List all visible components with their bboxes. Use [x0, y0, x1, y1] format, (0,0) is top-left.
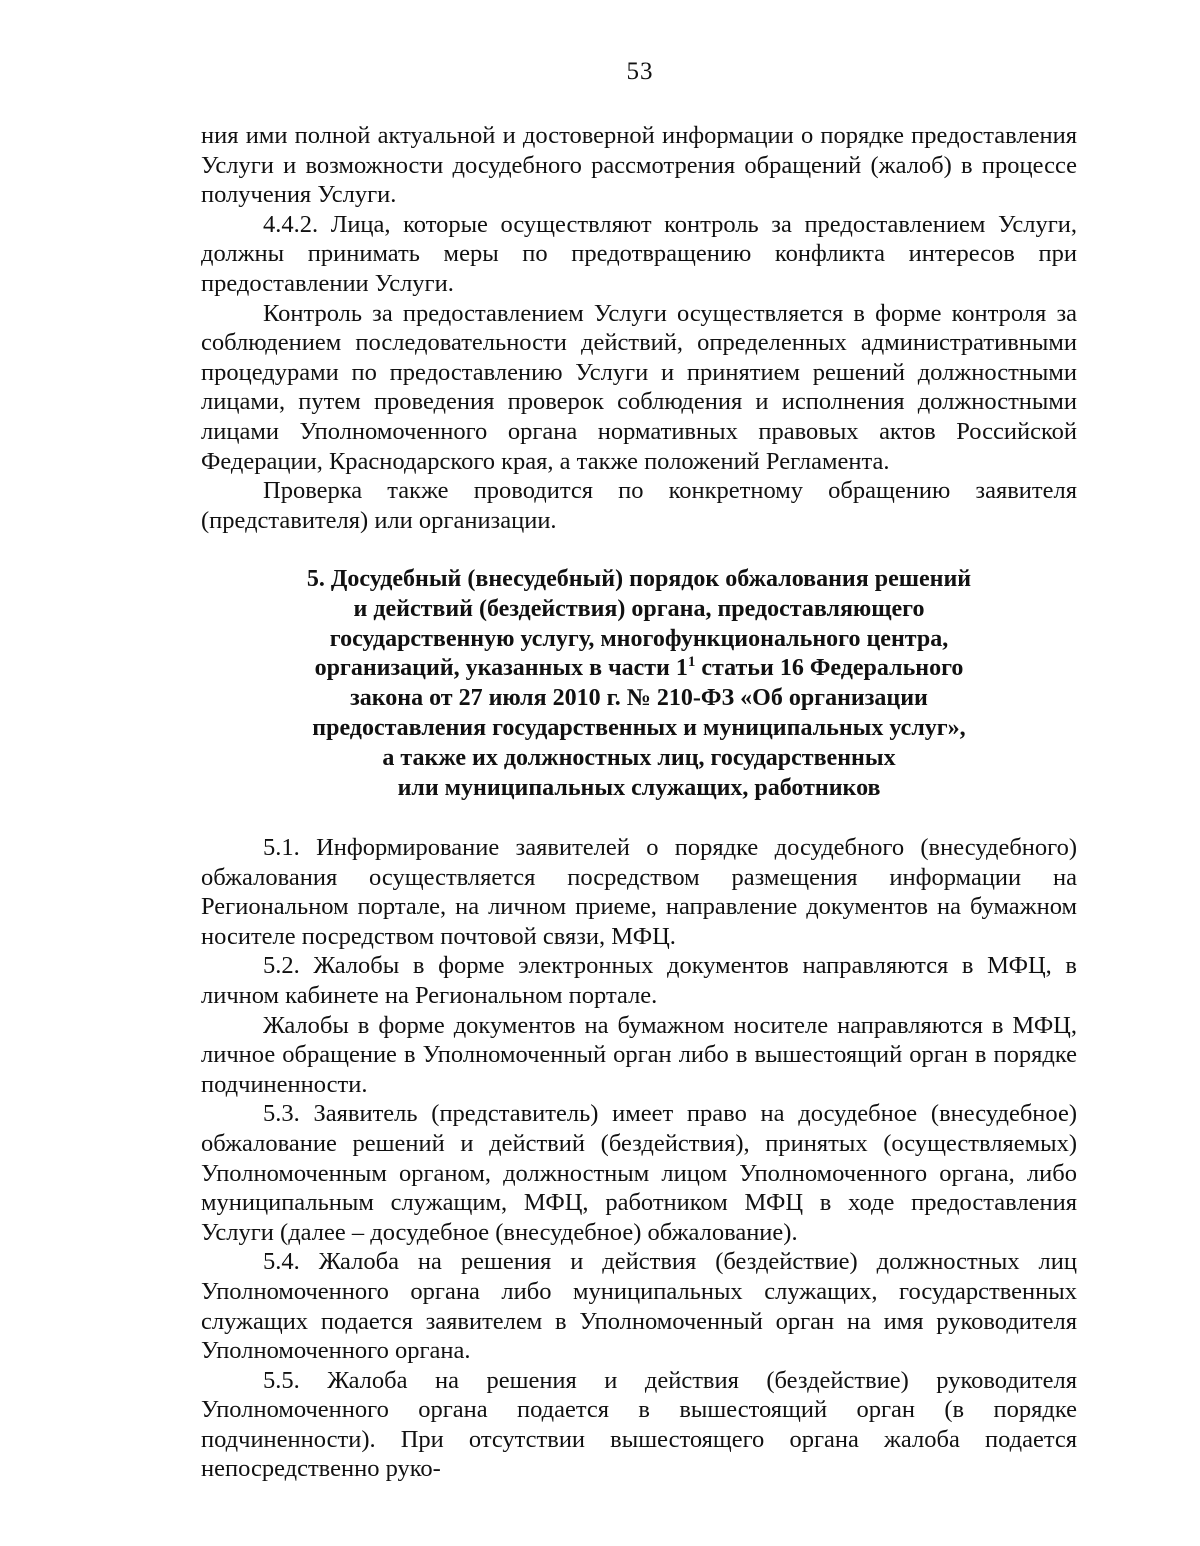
heading-text: организаций, указанных в части 1 [314, 655, 688, 682]
heading-line: или муниципальных служащих, работников [397, 774, 881, 801]
paragraph-5-5: 5.5. Жалоба на решения и действия (бездействие) руководителя Уполномоченного органа подается в вышестоящий орган (в порядке подчиненности). При отсутствии вышестоящего органа жалоба подается непосредственно руко- [201, 1366, 1077, 1483]
paragraph-5-2: 5.2. Жалобы в форме электронных документов направляются в МФЦ, в личном кабинете на Региональном портале. [201, 952, 1077, 1009]
section-5-text [201, 833, 1077, 1484]
heading-line: и действий (бездействия) органа, предоставляющего [353, 595, 925, 622]
page-number: 53 [626, 58, 654, 85]
superscript: 1 [687, 654, 696, 671]
paragraph-continuation: ния ими полной актуальной и достоверной информации о порядке предоставления Услуги и возможности досудебного рассмотрения обращений (жалоб) в процессе получения Услуги. [201, 122, 1077, 209]
paragraph-paper-complaints: Жалобы в форме документов на бумажном носителе направляются в МФЦ, личное обращение в Уполномоченный орган либо в вышестоящий орган в порядке подчиненности. [201, 1011, 1077, 1098]
heading-line: а также их должностных лиц, государственных [382, 744, 896, 771]
heading-line [201, 654, 1077, 684]
paragraph-5-4: 5.4. Жалоба на решения и действия (бездействие) должностных лиц Уполномоченного органа либо муниципальных служащих, государственных служащих подается заявителем в Уполномоченный орган на имя руководителя Уполномоченного органа. [201, 1248, 1077, 1365]
heading-line: государственную услугу, многофункционального центра, [329, 625, 949, 652]
paragraph-4-4-2: 4.4.2. Лица, которые осуществляют контроль за предоставлением Услуги, должны принимать меры по предотвращению конфликта интересов при предоставлении Услуги. [201, 210, 1077, 297]
heading-line: закона от 27 июля 2010 г. № 210-ФЗ «Об организации [350, 685, 928, 712]
section-4-text [201, 121, 1077, 535]
section-5-heading [201, 565, 1077, 803]
paragraph-inspection: Проверка также проводится по конкретному обращению заявителя (представителя) или организации. [201, 477, 1077, 534]
paragraph-5-1: 5.1. Информирование заявителей о порядке досудебного (внесудебного) обжалования осуществляется посредством размещения информации на Региональном портале, на личном приеме, направление документов на бумажном носителе посредством почтовой связи, МФЦ. [201, 834, 1077, 950]
heading-line: 5. Досудебный (внесудебный) порядок обжалования решений [306, 566, 972, 592]
heading-text: статьи 16 Федерального [695, 655, 964, 682]
paragraph-5-3: 5.3. Заявитель (представитель) имеет право на досудебное (внесудебное) обжалование решений и действий (бездействия), принятых (осуществляемых) Уполномоченным органом, должностным лицом Уполномоченного органа, либо муниципальным служащим, МФЦ, работником МФЦ в ходе предоставления Услуги (далее – досудебное (внесудебное) обжалование). [201, 1100, 1077, 1246]
heading-line: предоставления государственных и муниципальных услуг», [312, 714, 966, 741]
paragraph-control: Контроль за предоставлением Услуги осуществляется в форме контроля за соблюдением последовательности действий, определенных административными процедурами по предоставлению Услуги и принятием решений должностными лицами, путем проведения проверок соблюдения и исполнения должностными лицами Уполномоченного органа нормативных правовых актов Российской Федерации, Краснодарского края, а также положений Регламента. [201, 299, 1077, 475]
